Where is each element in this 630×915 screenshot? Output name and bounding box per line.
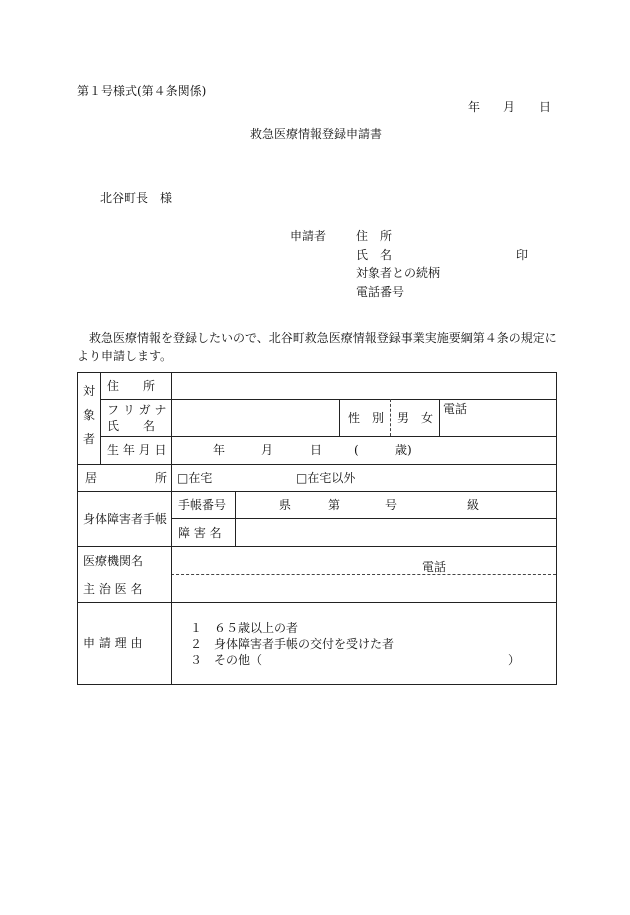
column-divider bbox=[100, 372, 101, 464]
intro-text-line-2: より申請します。 bbox=[77, 349, 173, 363]
subject-phone-label: 電話 bbox=[443, 402, 468, 416]
birth-year-label: 年 bbox=[213, 443, 226, 457]
dashed-column-divider bbox=[390, 399, 391, 436]
birth-month-label: 月 bbox=[261, 443, 274, 457]
subject-label-char: 象 bbox=[83, 408, 96, 422]
age-open-paren: ( bbox=[354, 443, 359, 457]
table-border-right bbox=[556, 372, 557, 684]
reason-option-3-close: ） bbox=[508, 653, 521, 667]
handbook-grade-label: 級 bbox=[467, 498, 480, 512]
date-month-label: 月 bbox=[503, 100, 516, 114]
residence-home-checkbox[interactable]: □在宅 bbox=[177, 471, 213, 485]
applicant-label: 申請者 bbox=[290, 229, 327, 243]
subject-address-field[interactable] bbox=[174, 379, 552, 397]
seal-mark: 印 bbox=[516, 248, 529, 262]
medical-institution-label: 医療機関名 bbox=[83, 554, 144, 568]
subject-label-char: 者 bbox=[83, 432, 96, 446]
handbook-go-label: 号 bbox=[385, 498, 398, 512]
reason-option-3[interactable]: ３ その他（ bbox=[190, 653, 263, 667]
birth-day-label: 日 bbox=[310, 443, 323, 457]
disability-name-field[interactable] bbox=[238, 521, 553, 544]
applicant-relation-label: 対象者との続柄 bbox=[356, 266, 441, 280]
doctor-name-field[interactable] bbox=[174, 577, 552, 599]
column-divider bbox=[439, 399, 440, 436]
handbook-dai-label: 第 bbox=[328, 498, 341, 512]
address-label: 住 所 bbox=[107, 379, 156, 393]
subject-label-char: 対 bbox=[83, 384, 96, 398]
handbook-prefecture-label: 県 bbox=[279, 498, 292, 512]
column-divider bbox=[171, 372, 172, 684]
subject-name-label: 氏 名 bbox=[107, 419, 156, 433]
date-day-label: 日 bbox=[539, 100, 552, 114]
table-border-left bbox=[77, 372, 78, 684]
disability-handbook-label: 身体障害者手帳 bbox=[83, 512, 168, 526]
reason-option-2[interactable]: ２ 身体障害者手帳の交付を受けた者 bbox=[190, 637, 395, 651]
residence-other-checkbox[interactable]: □在宅以外 bbox=[296, 471, 356, 485]
table-border-bottom bbox=[77, 684, 557, 685]
document-title: 救急医療情報登録申請書 bbox=[250, 127, 383, 141]
row-divider bbox=[77, 491, 556, 492]
residence-label: 所 bbox=[155, 471, 168, 485]
furigana-label: フ リ ガ ナ bbox=[107, 403, 167, 417]
residence-label: 居 bbox=[85, 471, 98, 485]
intro-text-line-1: 救急医療情報を登録したいので、北谷町救急医療情報登録事業実施要綱第４条の規定に bbox=[89, 331, 557, 345]
handbook-number-label: 手帳番号 bbox=[178, 498, 227, 512]
subject-name-field[interactable] bbox=[174, 402, 336, 434]
addressee: 北谷町長 様 bbox=[100, 191, 173, 205]
row-divider bbox=[100, 399, 556, 400]
row-divider bbox=[77, 464, 556, 465]
row-divider bbox=[100, 436, 556, 437]
table-border-top bbox=[77, 372, 557, 373]
age-label: 歳) bbox=[395, 443, 412, 457]
sex-options[interactable]: 男 女 bbox=[397, 411, 434, 425]
medical-phone-label: 電話 bbox=[422, 560, 447, 574]
column-divider bbox=[339, 399, 340, 436]
row-divider bbox=[171, 518, 556, 519]
doctor-name-label: 主 治 医 名 bbox=[83, 582, 143, 596]
row-divider bbox=[77, 546, 556, 547]
reason-option-1[interactable]: １ ６５歳以上の者 bbox=[190, 621, 299, 635]
dashed-row-divider bbox=[171, 574, 556, 575]
date-year-label: 年 bbox=[468, 100, 481, 114]
applicant-address-label: 住 所 bbox=[356, 229, 393, 243]
applicant-name-label: 氏 名 bbox=[356, 248, 393, 262]
sex-label: 性 別 bbox=[348, 411, 385, 425]
form-number: 第１号様式(第４条関係) bbox=[77, 84, 207, 98]
birth-date-label: 生 年 月 日 bbox=[107, 443, 167, 457]
applicant-phone-label: 電話番号 bbox=[356, 285, 405, 299]
row-divider bbox=[77, 602, 556, 603]
column-divider bbox=[235, 491, 236, 546]
disability-name-label: 障 害 名 bbox=[178, 526, 222, 540]
reason-label: 申 請 理 由 bbox=[83, 636, 143, 650]
